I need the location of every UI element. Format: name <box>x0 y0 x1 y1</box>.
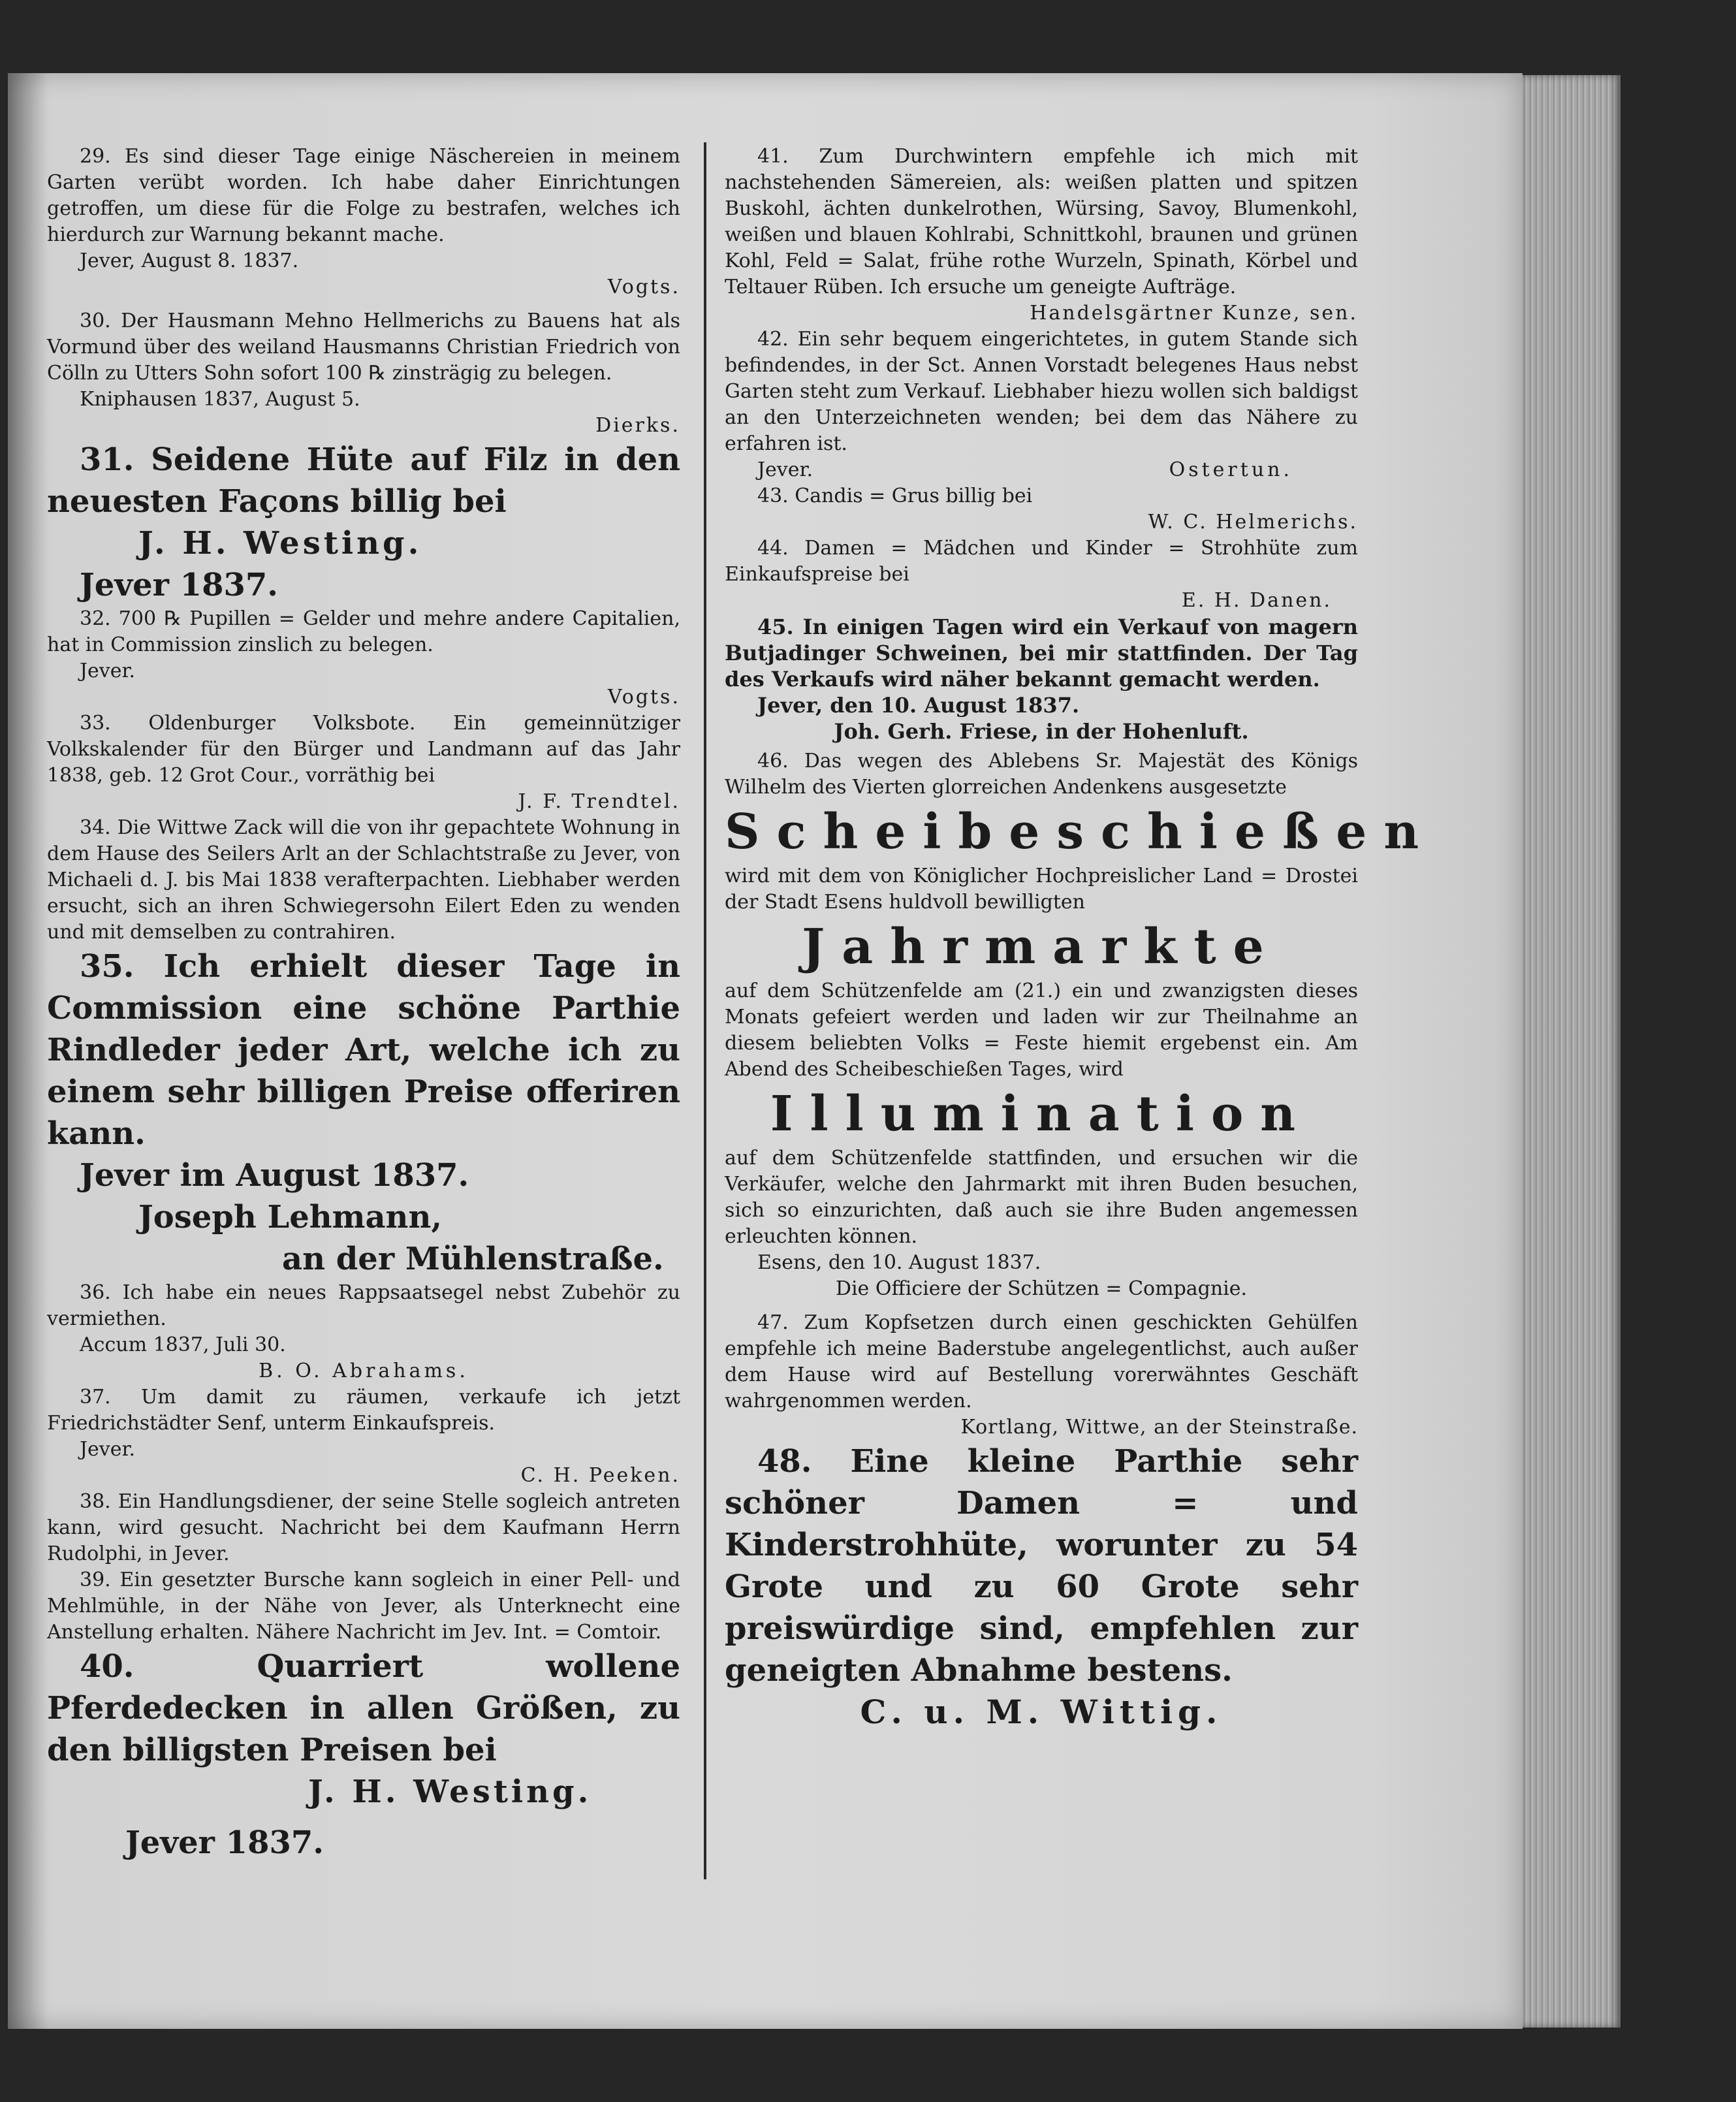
ad-35-text: 35. Ich erhielt dieser Tage in Commission eine schöne Parthie Rindleder jeder Art, welche ich zu einem sehr billigen Preise offeriren kann. <box>47 948 680 1152</box>
ad-48-text: 48. Eine kleine Parthie sehr schöner Damen = und Kinderstrohhüte, worunter zu 54 Grote und zu 60 Grote sehr preiswürdige sind, empfehlen zur geneigten Abnahme bestens. <box>725 1443 1358 1689</box>
ad-40-text: 40. Quarriert wollene Pferdedecken in allen Größen, zu den billigsten Preisen bei <box>47 1648 680 1768</box>
ad-44-text: 44. Damen = Mädchen und Kinder = Strohhüte zum Einkaufspreise bei <box>725 537 1358 586</box>
ad-36-signature: B. O. Abrahams. <box>259 1360 469 1382</box>
ad-46-heading-illumination: Illumination <box>770 1086 1313 1142</box>
ad-41-text: 41. Zum Durchwintern empfehle ich mich mit nachstehenden Sämereien, als: weißen platten und spitzen Buskohl, ächten dunkelrothen, Würsing, Savoy, Blumenkohl, weißen und blauen Kohlrabi, Schnittkohl, braunen und grünen Kohl, Feld = Salat, frühe rothe Wurzeln, Spinath, Körbel und Teltauer Rüben. Ich ersuche um geneigte Aufträge. <box>725 145 1358 298</box>
ad-42-place: Jever. <box>757 458 813 481</box>
ad-32-text: 32. 700 ℞ Pupillen = Gelder und mehre andere Capitalien, hat in Commission zinslich zu belegen. <box>47 607 680 656</box>
ad-48-signature: C. u. M. Wittig. <box>860 1693 1223 1731</box>
ad-46-text-1: wird mit dem von Königlicher Hochpreislicher Land = Drostei der Stadt Esens huldvoll bewilligten <box>725 865 1358 914</box>
ad-37-place: Jever. <box>80 1438 136 1461</box>
ad-36-place: Accum 1837, Juli 30. <box>80 1333 286 1356</box>
ad-45-place: Jever, den 10. August 1837. <box>757 693 1080 718</box>
ad-42-text: 42. Ein sehr bequem eingerichtetes, in gutem Stande sich befindendes, in der Sct. Annen Vorstadt belegenes Haus nebst Garten steht zum Verkauf. Liebhaber hiezu wollen sich baldigst an den Unterzeichneten wenden; bei dem das Nähere zu erfahren ist. <box>725 328 1358 455</box>
ad-31-text: 31. Seidene Hüte auf Filz in den neuesten Façons billig bei <box>47 441 680 520</box>
left-column <box>47 144 680 1864</box>
right-column <box>725 144 1436 1733</box>
ad-46-intro: 46. Das wegen des Ablebens Sr. Majestät des Königs Wilhelm des Vierten glorreichen Andenkens ausgesetzte <box>725 750 1358 799</box>
ad-46-signature: Die Officiere der Schützen = Compagnie. <box>835 1277 1248 1300</box>
ad-44-signature: E. H. Danen. <box>1181 589 1332 612</box>
ad-30-text: 30. Der Hausmann Mehno Hellmerichs zu Bauens hat als Vormund über des weiland Hausmanns Christian Friedrich von Cölln zu Utters Sohn sofort 100 ℞ zinsträgig zu belegen. <box>47 310 680 385</box>
ad-35-signature: Joseph Lehmann, <box>138 1199 443 1235</box>
ad-29-text: 29. Es sind dieser Tage einige Näschereien in meinem Garten verübt worden. Ich habe daher Einrichtungen getroffen, um diese für die Folge zu bestrafen, welches ich hierdurch zur Warnung bekannt mache. <box>47 145 680 246</box>
ad-34-text: 34. Die Wittwe Zack will die von ihr gepachtete Wohnung in dem Hause des Seilers Arlt an der Schlachtstraße zu Jever, von Michaeli d. J. bis Mai 1838 verafterpachten. Liebhaber werden ersucht, sich an ihren Schwiegersohn Eilert Eden zu wenden und mit demselben zu contrahiren. <box>47 816 680 944</box>
ad-41-signature: Handelsgärtner Kunze, sen. <box>1030 302 1358 325</box>
ad-37-signature: C. H. Peeken. <box>520 1464 680 1487</box>
ad-39-text: 39. Ein gesetzter Bursche kann sogleich in einer Pell- und Mehlmühle, in der Nähe von Jever, als Unterknecht eine Anstellung erhalten. Nähere Nachricht im Jev. Int. = Comtoir. <box>47 1569 680 1644</box>
ad-30-place: Kniphausen 1837, August 5. <box>80 388 360 411</box>
ad-45-signature: Joh. Gerh. Friese, in der Hohenluft. <box>834 719 1249 744</box>
ad-46-text-2: auf dem Schützenfelde am (21.) ein und zwanzigsten dieses Monats gefeiert werden und laden wir zur Theilnahme an diesem beliebten Volks = Feste hiemit ergebenst ein. Am Abend des Scheibeschießen Tages, wird <box>725 979 1358 1081</box>
ad-40-signature: J. H. Westing. <box>308 1774 592 1810</box>
ad-36-text: 36. Ich habe ein neues Rappsaatsegel nebst Zubehör zu vermiethen. <box>47 1281 680 1330</box>
ad-31-place: Jever 1837. <box>80 567 278 603</box>
ad-47-text: 47. Zum Kopfsetzen durch einen geschickten Gehülfen empfehle ich meine Baderstube angelegentlichst, auch außer dem Hause wird auf Bestellung vorerwähntes Geschäft wahrgenommen werden. <box>725 1311 1358 1412</box>
ad-42-footer <box>725 457 1358 483</box>
ad-46-text-3: auf dem Schützenfelde stattfinden, und ersuchen wir die Verkäufer, welche den Jahrmarkt mit ihren Buden besuchen, sich so einzurichten, daß auch sie ihre Buden angemessen erleuchten können. <box>725 1147 1358 1248</box>
ad-30-signature: Dierks. <box>595 414 680 437</box>
ad-47-signature: Kortlang, Wittwe, an der Steinstraße. <box>960 1416 1358 1439</box>
ad-40-place: Jever 1837. <box>125 1824 324 1861</box>
column-rule <box>704 142 706 1879</box>
ad-35-address: an der Mühlenstraße. <box>282 1241 664 1277</box>
ad-46-heading-jahrmarkte: Jahrmarkte <box>802 919 1281 975</box>
ad-35-place: Jever im August 1837. <box>80 1157 469 1194</box>
ad-29-signature: Vogts. <box>607 276 680 298</box>
ad-33-text: 33. Oldenburger Volksbote. Ein gemeinnütziger Volkskalender für den Bürger und Landmann auf das Jahr 1838, geb. 12 Grot Cour., vorräthig bei <box>47 712 680 787</box>
ad-32-place: Jever. <box>80 660 136 682</box>
spine-shadow <box>8 73 47 2029</box>
ad-43-signature: W. C. Helmerichs. <box>1148 511 1358 533</box>
ad-38-text: 38. Ein Handlungsdiener, der seine Stelle sogleich antreten kann, wird gesucht. Nachricht bei dem Kaufmann Herrn Rudolphi, in Jever. <box>47 1490 680 1565</box>
ad-45-text: 45. In einigen Tagen wird ein Verkauf von magern Butjadinger Schweinen, bei mir stattfinden. Der Tag des Verkaufs wird näher bekannt gemacht werden. <box>725 614 1358 692</box>
ad-32-signature: Vogts. <box>607 686 680 709</box>
page-edges <box>1523 75 1620 2028</box>
ad-46-place: Esens, den 10. August 1837. <box>757 1251 1041 1274</box>
ad-37-text: 37. Um damit zu räumen, verkaufe ich jetzt Friedrichstädter Senf, unterm Einkaufspreis. <box>47 1386 680 1435</box>
ad-29-place: Jever, August 8. 1837. <box>80 249 299 272</box>
ad-31-signature: J. H. Westing. <box>138 525 422 562</box>
ad-42-signature: Ostertun. <box>1169 458 1293 481</box>
ad-46-heading-scheibeschiessen: Scheibeschießen <box>725 804 1436 860</box>
ad-43-text: 43. Candis = Grus billig bei <box>757 485 1033 507</box>
ad-33-signature: J. F. Trendtel. <box>518 790 680 813</box>
